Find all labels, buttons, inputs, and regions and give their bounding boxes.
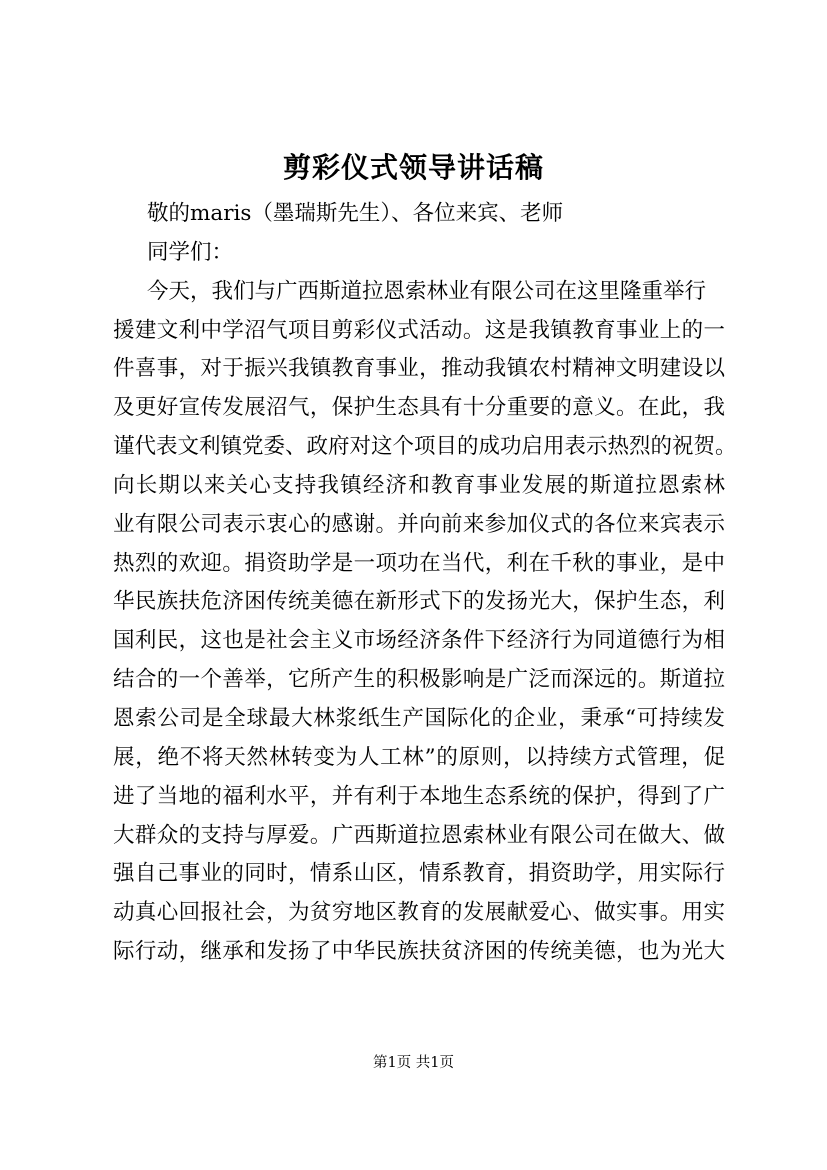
page-number-footer: 第1页 共1页	[372, 1055, 455, 1071]
paragraph-line: 谨代表文利镇党委、政府对这个项目的成功启用表示热烈的祝贺。	[113, 434, 737, 460]
paragraph-line: 大群众的支持与厚爱。广西斯道拉恩索林业有限公司在做大、做	[113, 822, 725, 848]
paragraph-line: 及更好宣传发展沼气，保护生态具有十分重要的意义。在此，我	[113, 395, 725, 421]
paragraph-line: 结合的一个善举，它所产生的积极影响是广泛而深远的。斯道拉	[113, 667, 725, 693]
salutation-line: 同学们：	[147, 239, 234, 265]
paragraph-line: 件喜事，对于振兴我镇教育事业，推动我镇农村精神文明建设以	[113, 356, 725, 382]
paragraph-line: 热烈的欢迎。捐资助学是一项功在当代，利在千秋的事业，是中	[113, 550, 725, 576]
paragraph-line: 进了当地的福利水平，并有利于本地生态系统的保护，得到了广	[113, 783, 725, 809]
paragraph-line: 展，绝不将天然林转变为人工林”的原则，以持续方式管理，促	[113, 744, 725, 770]
salutation-line: 敬的maris（墨瑞斯先生）、各位来宾、老师	[147, 201, 564, 226]
document-title: 剪彩仪式领导讲话稿	[282, 151, 544, 184]
paragraph-line: 国利民，这也是社会主义市场经济条件下经济行为同道德行为相	[113, 628, 725, 654]
paragraph-line: 今天，我们与广西斯道拉恩索林业有限公司在这里隆重举行	[147, 278, 707, 304]
paragraph-line: 际行动，继承和发扬了中华民族扶贫济困的传统美德，也为光大	[113, 939, 725, 965]
paragraph-line: 强自己事业的同时，情系山区，情系教育，捐资助学，用实际行	[113, 861, 725, 887]
paragraph-line: 业有限公司表示衷心的感谢。并向前来参加仪式的各位来宾表示	[113, 511, 725, 537]
paragraph-line: 向长期以来关心支持我镇经济和教育事业发展的斯道拉恩索林	[113, 472, 725, 498]
paragraph-line: 华民族扶危济困传统美德在新形式下的发扬光大，保护生态，利	[113, 589, 725, 615]
paragraph-line: 援建文利中学沼气项目剪彩仪式活动。这是我镇教育事业上的一	[113, 317, 725, 343]
paragraph-line: 恩索公司是全球最大林浆纸生产国际化的企业，秉承“可持续发	[113, 705, 725, 731]
document-body	[113, 195, 737, 972]
paragraph-line: 动真心回报社会，为贫穷地区教育的发展献爱心、做实事。用实	[113, 900, 725, 926]
